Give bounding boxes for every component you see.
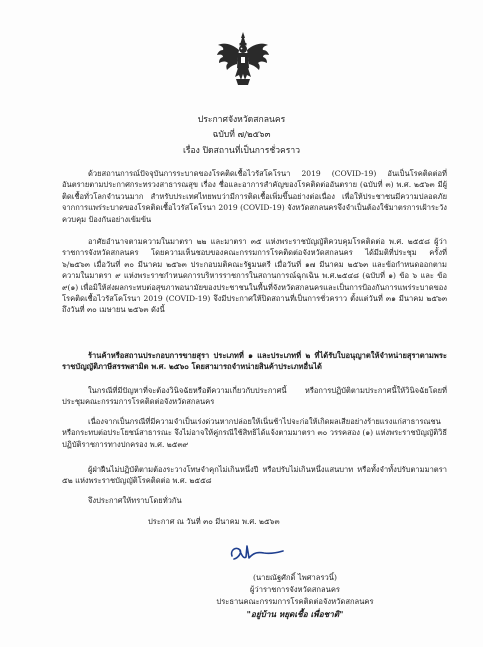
announcement-title: ประกาศจังหวัดสกลนคร xyxy=(197,115,286,125)
paragraph-urgency: เนื่องจากเป็นกรณีที่มีความจำเป็นเร่งด่วนหากปล่อยให้เนิ่นช้าไปจะก่อให้เกิดผลเสียอย่างร้ายแรงแก่สาธารณชนหรือกระทบต่อประโยชน์สาธารณะ จึงไม่อาจให้คู่กรณีใช้สิทธิได้แจ้งตามมาตรา ๓๐ วรรคสอง (๑) แห่งพระราชบัญญัติวิธีปฏิบัติราชการทางปกครอง พ.ศ. ๒๕๓๙ xyxy=(62,417,447,449)
paragraph-closing: จึงประกาศให้ทราบโดยทั่วกัน xyxy=(88,496,182,505)
paragraph-legal-basis: อาศัยอำนาจตามความในมาตรา ๒๒ และมาตรา ๓๕ แห่งพระราชบัญญัติควบคุมโรคติดต่อ พ.ศ. ๒๕๕๘ ผู้ว่าราชการจังหวัดสกลนคร โดยความเห็นชอบของคณะกรรมการโรคติดต่อจังหวัดสกลนคร ได้มีมติที่ประชุม ครั้งที่ ๖/๒๕๖๓ เมื่อวันที่ ๓๐ มีนาคม ๒๕๖๓ ประกอบมติคณะรัฐมนตรี เมื่อวันที่ ๑๗ มีนาคม ๒๕๖๓ และข้อกำหนดออกตามความในมาตรา ๙ แห่งพระราชกำหนดการบริหารราชการในสถานการณ์ฉุกเฉิน พ.ศ.๒๕๔๘ (ฉบับที่ ๑) ข้อ ๖ และ ข้อ ๙(๑) เพื่อมิให้ส่งผลกระทบต่อสุขภาพอนามัยของประชาชนในพื้นที่จังหวัดสกลนครและเป็นการป้องกันการแพร่ระบาดของโรคติดเชื้อไวรัสโคโรนา 2019 (COVID-19) จึงมีประกาศให้ปิดสถานที่เป็นการชั่วคราว ตั้งแต่วันที่ ๓๑ มีนาคม ๒๕๖๓ ถึงวันที่ ๓๐ เมษายน ๒๕๖๓ ดังนี้ xyxy=(62,237,447,315)
announcement-body-order xyxy=(62,350,447,373)
signatory-committee-position: ประธานคณะกรรมการโรคติดต่อจังหวัดสกลนคร xyxy=(216,597,374,606)
signature-block xyxy=(180,572,410,620)
announcement-body-urgency xyxy=(62,416,447,450)
announcement-body-penalty xyxy=(62,464,447,487)
paragraph-interpretation: ในกรณีที่มีปัญหาที่จะต้องวินิจฉัยหรือตีความเกี่ยวกับประกาศนี้ หรือการปฏิบัติตามประกาศนี้ให้วินิจฉัยโดยที่ประชุมคณะกรรมการโรคติดต่อจังหวัดสกลนคร xyxy=(62,386,447,407)
signatory-name: (นายณัฐศักดิ์ ไพศาลรวนิ์) xyxy=(253,573,337,582)
handwritten-signature xyxy=(226,538,288,568)
announcement-body-interpretation xyxy=(62,385,447,408)
garuda-emblem-icon xyxy=(214,30,272,88)
campaign-slogan: "อยู่บ้าน หยุดเชื้อ เพื่อชาติ" xyxy=(246,609,344,619)
signatory-position: ผู้ว่าราชการจังหวัดสกลนคร xyxy=(249,585,340,594)
announcement-subject: เรื่อง ปิดสถานที่เป็นการชั่วคราว xyxy=(182,146,301,156)
announcement-body-closing xyxy=(62,495,447,506)
announcement-body xyxy=(62,168,447,225)
paragraph-intro: ด้วยสถานการณ์ปัจจุบันการระบาดของโรคติดเชื้อไวรัสโคโรนา 2019 (COVID-19) อันเป็นโรคติดต่อที่อันตรายตามประกาศกระทรวงสาธารณสุข เรื่อง ชื่อและอาการสำคัญของโรคติดต่ออันตราย (ฉบับที่ ๓) พ.ศ. ๒๕๖๓ มีผู้ติดเชื้อทั่วโลกจำนวนมาก สำหรับประเทศไทยพบว่ามีการติดเชื้อเพิ่มขึ้นอย่างต่อเนื่อง เพื่อให้ประชาชนมีความปลอดภัยจากการแพร่ระบาดของโรคติดเชื้อไวรัสโคโรนา 2019 (COVID-19) จังหวัดสกลนครจึงจำเป็นต้องใช้มาตรการเฝ้าระวัง ควบคุม ป้องกันอย่างเข้มข้น xyxy=(62,169,447,224)
announcement-number: ฉบับที่ ๗/๒๕๖๓ xyxy=(212,130,271,140)
paragraph-penalty: ผู้ฝ่าฝืนไม่ปฏิบัติตามต้องระวางโทษจำคุกไม่เกินหนึ่งปี หรือปรับไม่เกินหนึ่งแสนบาท หรือทั้งจำทั้งปรับตามมาตรา ๕๒ แห่งพระราชบัญญัติโรคติดต่อ พ.ศ. ๒๕๕๘ xyxy=(62,465,447,486)
announcement-date-block xyxy=(148,516,388,527)
paragraph-order: ร้านค้าหรือสถานประกอบการขายสุรา ประเภทที่ ๑ และประเภทที่ ๒ ที่ได้รับใบอนุญาตให้จำหน่ายสุราตามพระราชบัญญัติภาษีสรรพสามิต พ.ศ. ๒๕๖๐ โดยสามารถจำหน่ายสินค้าประเภทอื่นได้ xyxy=(62,351,447,372)
announcement-body-legal xyxy=(62,236,447,316)
announcement-date: ประกาศ ณ วันที่ ๓๐ มีนาคม พ.ศ. ๒๕๖๓ xyxy=(148,517,280,526)
